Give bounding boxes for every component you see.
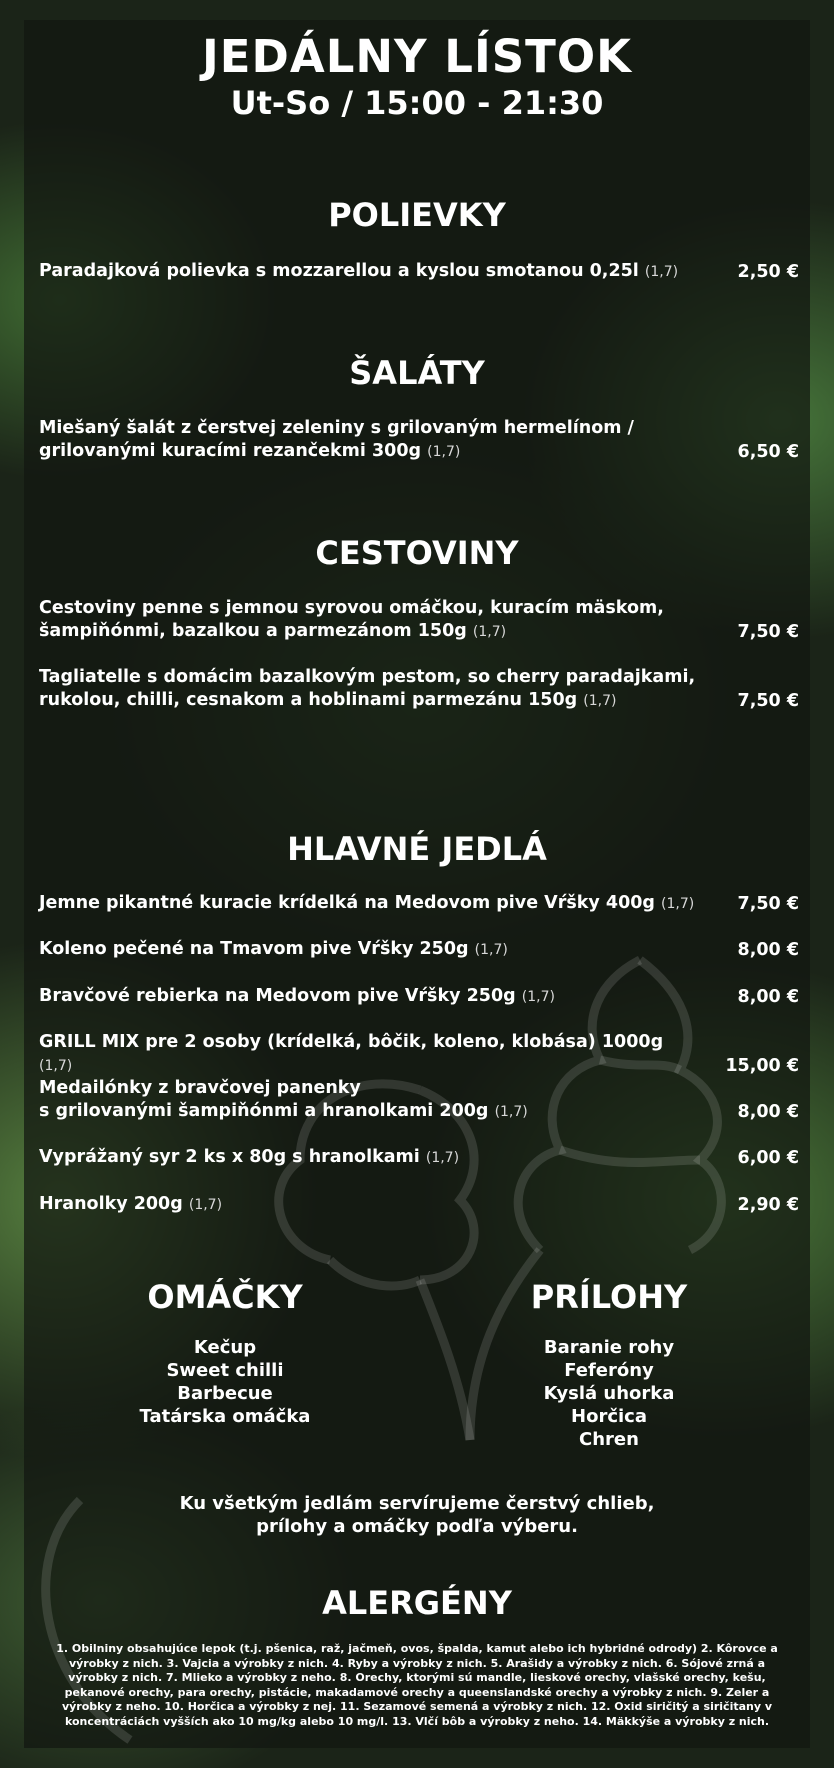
item-name-line2: šampiňónmi, bazalkou a parmezánom 150g [39,621,467,641]
menu-item [39,597,799,644]
item-name: Koleno pečené na Tmavom pive Vŕšky 250g [39,939,469,959]
item-name: Vyprážaný syr 2 ks x 80g s hranolkami [39,1147,420,1167]
menu-item [39,1077,799,1124]
opening-hours: Ut-So / 15:00 - 21:30 [230,84,604,122]
list-item: Chren [579,1429,639,1450]
item-name-line1: Miešaný šalát z čerstvej zeleniny s grilovaným hermelínom / [39,418,634,438]
section-title-mains: HLAVNÉ JEDLÁ [287,830,547,868]
item-allergens: (1,7) [425,1150,460,1166]
item-name-line1: Tagliatelle s domácim bazalkovým pestom, so cherry paradajkami, [39,667,696,687]
item-allergens: (1,7) [644,264,679,280]
item-allergens: (1,7) [494,1104,528,1120]
allergens-list: 1. Obilniny obsahujúce lepok (t.j. pšenica, raž, jačmeň, ovos, špalda, kamut alebo ich hybridné odrody) 2. Kôrovce a výrobky z nich. 3. Vajcia a výrobky z nich. 4. Ryby a výrobky z nich. 5. Arašidy a výrobky z nich. 6. Sójové zrná a výrobky z nich. 7. Mlieko a výrobky z neho. 8. Orechy, ktorými sú mandle, lieskové orechy, vlašské orechy, kešu, pekanové orechy, para orechy, pistácie, makadamové orechy a queenslandské orechy a výrobky z nich. 9. Zeler a výrobky z neho. 10. Horčica a výrobky z nej. 11. Sezamové semená a výrobky z nich. 12. Oxid siričitý a siričitany v koncentráciách vyšších ako 10 mg/kg alebo 10 mg/l. 13. Vlčí bôb a výrobky z neho. 14. Mäkkýše a výrobky z nich. [56,1642,778,1728]
item-name-line2: s grilovanými šampiňónmi a hranolkami 200g [39,1101,489,1121]
menu-item [39,417,799,464]
item-name: Bravčové rebierka na Medovom pive Vŕšky 250g [39,986,516,1006]
sides-title: PRÍLOHY [530,1278,688,1316]
sauces-title: OMÁČKY [147,1278,303,1316]
item-allergens: (1,7) [188,1197,223,1213]
item-price: 2,90 € [737,1195,799,1215]
list-item: Baranie rohy [543,1337,675,1358]
item-price: 15,00 € [725,1056,799,1076]
item-allergens: (1,7) [521,989,555,1005]
menu-item [39,1031,799,1078]
item-allergens: (1,7) [472,624,507,640]
section-title-pasta: CESTOVINY [315,534,519,572]
list-item: Kyslá uhorka [543,1383,675,1404]
item-allergens: (1,7) [474,942,508,958]
section-title-allergens: ALERGÉNY [322,1584,512,1622]
item-price: 7,50 € [737,894,799,914]
item-name-line2: rukolou, chilli, cesnakom a hoblinami parmezánu 150g [39,690,578,710]
item-name: GRILL MIX pre 2 osoby (krídelká, bôčik, koleno, klobása) 1000g [39,1032,664,1052]
item-allergens: (1,7) [427,444,461,460]
sides-list [459,1336,759,1451]
item-name-line1: Cestoviny penne s jemnou syrovou omáčkou, kuracím mäskom, [39,598,664,618]
list-item: Kečup [193,1337,257,1358]
note-line1: Ku všetkým jedlám servírujeme čerstvý chlieb, [179,1493,655,1514]
item-price: 7,50 € [737,622,799,642]
list-item: Feferóny [564,1360,654,1381]
item-name: Hranolky 200g [39,1194,183,1214]
item-price: 7,50 € [737,691,799,711]
item-allergens: (1,7) [661,896,695,912]
item-price: 8,00 € [737,1102,799,1122]
list-item: Barbecue [177,1383,273,1404]
item-allergens: (1,7) [39,1058,73,1074]
bread-note [0,1492,834,1538]
list-item: Horčica [571,1406,647,1427]
list-item: Sweet chilli [166,1360,284,1381]
menu-item [39,260,799,284]
item-name-line1: Medailónky z bravčovej panenky [39,1078,361,1098]
section-title-soups: POLIEVKY [328,196,506,234]
menu-item [39,938,799,962]
menu-item [39,985,799,1009]
menu-item [39,1193,799,1217]
menu-item [39,892,799,916]
item-price: 6,50 € [737,442,799,462]
menu-title: JEDÁLNY LÍSTOK [202,30,632,83]
menu-item [39,666,799,713]
section-title-salads: ŠALÁTY [349,354,485,392]
note-line2: prílohy a omáčky podľa výberu. [256,1516,578,1537]
list-item: Tatárska omáčka [139,1406,311,1427]
item-price: 8,00 € [737,987,799,1007]
item-name: Jemne pikantné kuracie krídelká na Medovom pive Vŕšky 400g [39,893,655,913]
item-price: 2,50 € [737,262,799,282]
item-name: Paradajková polievka s mozzarellou a kyslou smotanou 0,25l [39,261,639,281]
sauces-list [75,1336,375,1428]
item-name-line2: grilovanými kuracími rezančekmi 300g [39,441,422,461]
item-price: 8,00 € [737,940,799,960]
item-allergens: (1,7) [583,693,617,709]
menu-item [39,1146,799,1170]
item-price: 6,00 € [737,1148,799,1168]
